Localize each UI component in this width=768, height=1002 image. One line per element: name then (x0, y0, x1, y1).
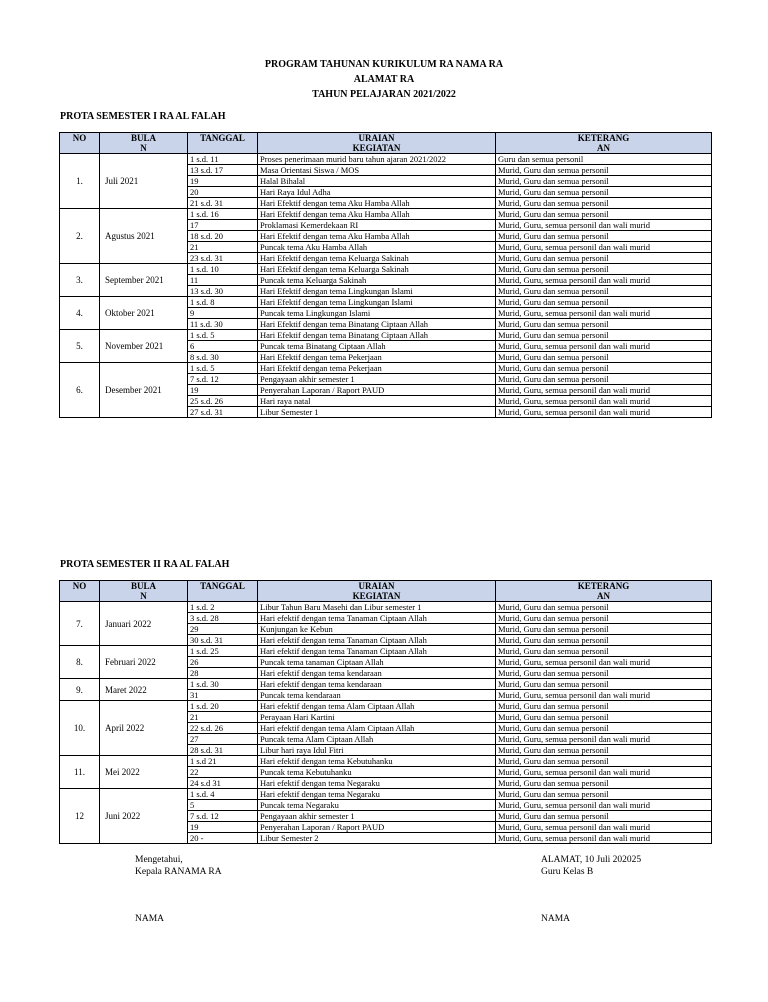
cell-uraian: Hari Efektif dengan tema Lingkungan Islami (258, 297, 496, 308)
table-header-row (60, 133, 712, 154)
cell-tanggal: 1 s.d. 10 (188, 264, 258, 275)
col-no-header: NO (60, 581, 100, 602)
cell-keterangan: Murid, Guru, semua personil dan wali murid (496, 396, 712, 407)
cell-bulan: Juni 2022 (100, 789, 188, 844)
cell-uraian: Penyerahan Laporan / Raport PAUD (258, 385, 496, 396)
col-uraian-header: URAIAN KEGIATAN (258, 581, 496, 602)
signature-left-name: NAMA (135, 914, 165, 924)
cell-tanggal: 1 s.d. 11 (188, 154, 258, 165)
cell-uraian: Hari Efektif dengan tema Keluarga Sakinah (258, 264, 496, 275)
cell-keterangan: Murid, Guru, semua personil dan wali murid (496, 833, 712, 844)
cell-tanggal: 18 s.d. 20 (188, 231, 258, 242)
cell-tanggal: 1 s.d. 5 (188, 330, 258, 341)
cell-keterangan: Murid, Guru dan semua personil (496, 602, 712, 613)
cell-no: 10. (60, 701, 100, 756)
cell-no: 2. (60, 209, 100, 264)
cell-tanggal: 3 s.d. 28 (188, 613, 258, 624)
cell-tanggal: 22 (188, 767, 258, 778)
cell-tanggal: 19 (188, 176, 258, 187)
cell-keterangan: Murid, Guru dan semua personil (496, 745, 712, 756)
table-row (60, 209, 712, 220)
cell-uraian: Puncak tema kendaraan (258, 690, 496, 701)
cell-bulan: September 2021 (100, 264, 188, 297)
cell-tanggal: 20 - (188, 833, 258, 844)
semester-1-title: PROTA SEMESTER I RA AL FALAH (60, 111, 226, 122)
col-bulan-header: BULA N (100, 581, 188, 602)
cell-keterangan: Murid, Guru dan semua personil (496, 231, 712, 242)
signature-right-line-2: Guru Kelas B (541, 867, 594, 877)
cell-no: 7. (60, 602, 100, 646)
cell-tanggal: 11 (188, 275, 258, 286)
cell-uraian: Hari Efektif dengan tema Aku Hamba Allah (258, 198, 496, 209)
cell-uraian: Hari efektif dengan tema Negaraku (258, 778, 496, 789)
cell-keterangan: Murid, Guru, semua personil dan wali murid (496, 690, 712, 701)
cell-keterangan: Murid, Guru dan semua personil (496, 778, 712, 789)
cell-tanggal: 27 s.d. 31 (188, 407, 258, 418)
cell-uraian: Libur hari raya Idul Fitri (258, 745, 496, 756)
signature-right-line-1: ALAMAT, 10 Juli 202025 (541, 855, 642, 865)
cell-keterangan: Guru dan semua personil (496, 154, 712, 165)
cell-uraian: Penyerahan Laporan / Raport PAUD (258, 822, 496, 833)
title-line-1: PROGRAM TAHUNAN KURIKULUM RA NAMA RA (264, 59, 504, 70)
cell-uraian: Proses penerimaan murid baru tahun ajaran 2021/2022 (258, 154, 496, 165)
cell-bulan: November 2021 (100, 330, 188, 363)
cell-keterangan: Murid, Guru, semua personil dan wali murid (496, 341, 712, 352)
table-row (60, 756, 712, 767)
cell-tanggal: 6 (188, 341, 258, 352)
cell-tanggal: 13 s.d. 17 (188, 165, 258, 176)
cell-keterangan: Murid, Guru, semua personil dan wali murid (496, 308, 712, 319)
cell-no: 6. (60, 363, 100, 418)
cell-keterangan: Murid, Guru dan semua personil (496, 723, 712, 734)
cell-tanggal: 5 (188, 800, 258, 811)
cell-uraian: Perayaan Hari Kartini (258, 712, 496, 723)
cell-bulan: Oktober 2021 (100, 297, 188, 330)
cell-uraian: Libur Semester 1 (258, 407, 496, 418)
col-keterangan-header: KETERANG AN (496, 133, 712, 154)
cell-uraian: Hari Efektif dengan tema Pekerjaan (258, 363, 496, 374)
cell-uraian: Hari efektif dengan tema Tanaman Ciptaan Allah (258, 635, 496, 646)
cell-tanggal: 17 (188, 220, 258, 231)
cell-tanggal: 1 s.d. 20 (188, 701, 258, 712)
signature-left-line-2: Kepala RANAMA RA (135, 867, 222, 877)
signature-right (541, 854, 641, 878)
table-row (60, 701, 712, 712)
cell-keterangan: Murid, Guru dan semua personil (496, 330, 712, 341)
cell-keterangan: Murid, Guru dan semua personil (496, 165, 712, 176)
cell-uraian: Hari efektif dengan tema kendaraan (258, 668, 496, 679)
cell-uraian: Hari efektif dengan tema Kebutuhanku (258, 756, 496, 767)
cell-keterangan: Murid, Guru dan semua personil (496, 712, 712, 723)
cell-tanggal: 23 s.d. 31 (188, 253, 258, 264)
cell-uraian: Puncak tema Lingkungan Islami (258, 308, 496, 319)
cell-uraian: Hari efektif dengan tema Tanaman Ciptaan Allah (258, 613, 496, 624)
cell-tanggal: 1 s.d. 30 (188, 679, 258, 690)
cell-uraian: Puncak tema Alam Ciptaan Allah (258, 734, 496, 745)
semester-1-body (60, 154, 712, 418)
cell-keterangan: Murid, Guru, semua personil dan wali murid (496, 242, 712, 253)
cell-tanggal: 22 s.d. 26 (188, 723, 258, 734)
title-line-2: ALAMAT RA (353, 74, 415, 85)
cell-keterangan: Murid, Guru, semua personil dan wali murid (496, 275, 712, 286)
cell-no: 12 (60, 789, 100, 844)
cell-uraian: Puncak tema tanaman Ciptaan Allah (258, 657, 496, 668)
col-no-header: NO (60, 133, 100, 154)
cell-uraian: Pengayaan akhir semester 1 (258, 811, 496, 822)
cell-keterangan: Murid, Guru, semua personil dan wali murid (496, 407, 712, 418)
cell-keterangan: Murid, Guru dan semua personil (496, 297, 712, 308)
semester-2-table (59, 580, 712, 844)
cell-keterangan: Murid, Guru, semua personil dan wali murid (496, 385, 712, 396)
cell-tanggal: 29 (188, 624, 258, 635)
cell-uraian: Halal Bihalal (258, 176, 496, 187)
cell-bulan: Juli 2021 (100, 154, 188, 209)
signature-right-name: NAMA (541, 914, 571, 924)
cell-keterangan: Murid, Guru dan semua personil (496, 198, 712, 209)
cell-keterangan: Murid, Guru dan semua personil (496, 264, 712, 275)
cell-keterangan: Murid, Guru dan semua personil (496, 613, 712, 624)
cell-uraian: Hari Efektif dengan tema Aku Hamba Allah (258, 209, 496, 220)
cell-uraian: Libur Tahun Baru Masehi dan Libur semester 1 (258, 602, 496, 613)
table-row (60, 363, 712, 374)
table-row (60, 330, 712, 341)
cell-tanggal: 21 (188, 712, 258, 723)
cell-uraian: Hari Raya Idul Adha (258, 187, 496, 198)
cell-uraian: Hari efektif dengan tema Alam Ciptaan Allah (258, 723, 496, 734)
cell-uraian: Hari Efektif dengan tema Binatang Ciptaan Allah (258, 319, 496, 330)
cell-tanggal: 25 s.d. 26 (188, 396, 258, 407)
cell-tanggal: 20 (188, 187, 258, 198)
cell-uraian: Libur Semester 2 (258, 833, 496, 844)
table-row (60, 297, 712, 308)
col-tanggal-header: TANGGAL (188, 133, 258, 154)
cell-no: 4. (60, 297, 100, 330)
cell-keterangan: Murid, Guru dan semua personil (496, 679, 712, 690)
cell-tanggal: 28 (188, 668, 258, 679)
semester-2-body (60, 602, 712, 844)
cell-uraian: Puncak tema Keluarga Sakinah (258, 275, 496, 286)
cell-bulan: Februari 2022 (100, 646, 188, 679)
cell-tanggal: 1 s.d. 5 (188, 363, 258, 374)
cell-bulan: Mei 2022 (100, 756, 188, 789)
cell-keterangan: Murid, Guru dan semua personil (496, 253, 712, 264)
table-row (60, 679, 712, 690)
cell-keterangan: Murid, Guru, semua personil dan wali murid (496, 657, 712, 668)
semester-2-title: PROTA SEMESTER II RA AL FALAH (60, 559, 230, 570)
cell-tanggal: 7 s.d. 12 (188, 811, 258, 822)
cell-tanggal: 26 (188, 657, 258, 668)
cell-tanggal: 19 (188, 822, 258, 833)
cell-bulan: Desember 2021 (100, 363, 188, 418)
cell-tanggal: 13 s.d. 30 (188, 286, 258, 297)
cell-uraian: Kunjungan ke Kebun (258, 624, 496, 635)
cell-keterangan: Murid, Guru dan semua personil (496, 319, 712, 330)
cell-keterangan: Murid, Guru dan semua personil (496, 701, 712, 712)
cell-tanggal: 1 s.d 21 (188, 756, 258, 767)
cell-tanggal: 11 s.d. 30 (188, 319, 258, 330)
cell-uraian: Hari raya natal (258, 396, 496, 407)
cell-tanggal: 1 s.d. 16 (188, 209, 258, 220)
cell-keterangan: Murid, Guru, semua personil dan wali murid (496, 822, 712, 833)
cell-keterangan: Murid, Guru dan semua personil (496, 668, 712, 679)
cell-uraian: Hari Efektif dengan tema Keluarga Sakinah (258, 253, 496, 264)
signature-left (135, 854, 222, 878)
table-row (60, 264, 712, 275)
col-keterangan-header: KETERANG AN (496, 581, 712, 602)
col-bulan-header: BULA N (100, 133, 188, 154)
table-row (60, 789, 712, 800)
cell-uraian: Puncak tema Kebutuhanku (258, 767, 496, 778)
cell-no: 5. (60, 330, 100, 363)
cell-tanggal: 1 s.d. 8 (188, 297, 258, 308)
cell-uraian: Hari efektif dengan tema Alam Ciptaan Allah (258, 701, 496, 712)
cell-tanggal: 21 (188, 242, 258, 253)
cell-keterangan: Murid, Guru dan semua personil (496, 209, 712, 220)
cell-tanggal: 7 s.d. 12 (188, 374, 258, 385)
cell-uraian: Puncak tema Negaraku (258, 800, 496, 811)
cell-tanggal: 1 s.d. 2 (188, 602, 258, 613)
table-row (60, 154, 712, 165)
cell-tanggal: 9 (188, 308, 258, 319)
cell-tanggal: 1 s.d. 4 (188, 789, 258, 800)
cell-bulan: Agustus 2021 (100, 209, 188, 264)
cell-uraian: Puncak tema Aku Hamba Allah (258, 242, 496, 253)
cell-uraian: Hari Efektif dengan tema Lingkungan Islami (258, 286, 496, 297)
cell-tanggal: 31 (188, 690, 258, 701)
cell-uraian: Hari efektif dengan tema Tanaman Ciptaan Allah (258, 646, 496, 657)
cell-keterangan: Murid, Guru dan semua personil (496, 352, 712, 363)
cell-tanggal: 21 s.d. 31 (188, 198, 258, 209)
cell-tanggal: 27 (188, 734, 258, 745)
cell-uraian: Proklamasi Kemerdekaan RI (258, 220, 496, 231)
table-row (60, 646, 712, 657)
cell-keterangan: Murid, Guru dan semua personil (496, 646, 712, 657)
table-row (60, 602, 712, 613)
cell-tanggal: 24 s.d 31 (188, 778, 258, 789)
cell-keterangan: Murid, Guru, semua personil dan wali murid (496, 734, 712, 745)
cell-no: 3. (60, 264, 100, 297)
cell-keterangan: Murid, Guru dan semua personil (496, 176, 712, 187)
cell-tanggal: 28 s.d. 31 (188, 745, 258, 756)
cell-keterangan: Murid, Guru dan semua personil (496, 286, 712, 297)
cell-no: 8. (60, 646, 100, 679)
cell-uraian: Hari Efektif dengan tema Aku Hamba Allah (258, 231, 496, 242)
cell-keterangan: Murid, Guru dan semua personil (496, 811, 712, 822)
col-uraian-header: URAIAN KEGIATAN (258, 133, 496, 154)
title-line-3: TAHUN PELAJARAN 2021/2022 (312, 89, 456, 100)
cell-bulan: Januari 2022 (100, 602, 188, 646)
cell-keterangan: Murid, Guru dan semua personil (496, 363, 712, 374)
cell-bulan: Maret 2022 (100, 679, 188, 701)
cell-uraian: Hari Efektif dengan tema Pekerjaan (258, 352, 496, 363)
cell-keterangan: Murid, Guru dan semua personil (496, 624, 712, 635)
cell-uraian: Masa Orientasi Siswa / MOS (258, 165, 496, 176)
document-title (0, 57, 768, 102)
cell-keterangan: Murid, Guru, semua personil dan wali murid (496, 800, 712, 811)
cell-bulan: April 2022 (100, 701, 188, 756)
cell-keterangan: Murid, Guru dan semua personil (496, 756, 712, 767)
cell-keterangan: Murid, Guru dan semua personil (496, 374, 712, 385)
cell-tanggal: 1 s.d. 25 (188, 646, 258, 657)
cell-keterangan: Murid, Guru dan semua personil (496, 789, 712, 800)
cell-keterangan: Murid, Guru dan semua personil (496, 187, 712, 198)
cell-uraian: Hari efektif dengan tema Negaraku (258, 789, 496, 800)
signature-left-line-1: Mengetahui, (135, 855, 183, 865)
cell-tanggal: 19 (188, 385, 258, 396)
table-header-row (60, 581, 712, 602)
cell-no: 1. (60, 154, 100, 209)
cell-no: 11. (60, 756, 100, 789)
col-tanggal-header: TANGGAL (188, 581, 258, 602)
cell-tanggal: 8 s.d. 30 (188, 352, 258, 363)
cell-tanggal: 30 s.d. 31 (188, 635, 258, 646)
semester-1-table (59, 132, 712, 418)
cell-keterangan: Murid, Guru, semua personil dan wali murid (496, 220, 712, 231)
cell-uraian: Puncak tema Binatang Ciptaan Allah (258, 341, 496, 352)
cell-no: 9. (60, 679, 100, 701)
cell-keterangan: Murid, Guru dan semua personil (496, 635, 712, 646)
cell-uraian: Pengayaan akhir semester 1 (258, 374, 496, 385)
cell-uraian: Hari Efektif dengan tema Binatang Ciptaan Allah (258, 330, 496, 341)
cell-keterangan: Murid, Guru, semua personil dan wali murid (496, 767, 712, 778)
cell-uraian: Hari efektif dengan tema kendaraan (258, 679, 496, 690)
